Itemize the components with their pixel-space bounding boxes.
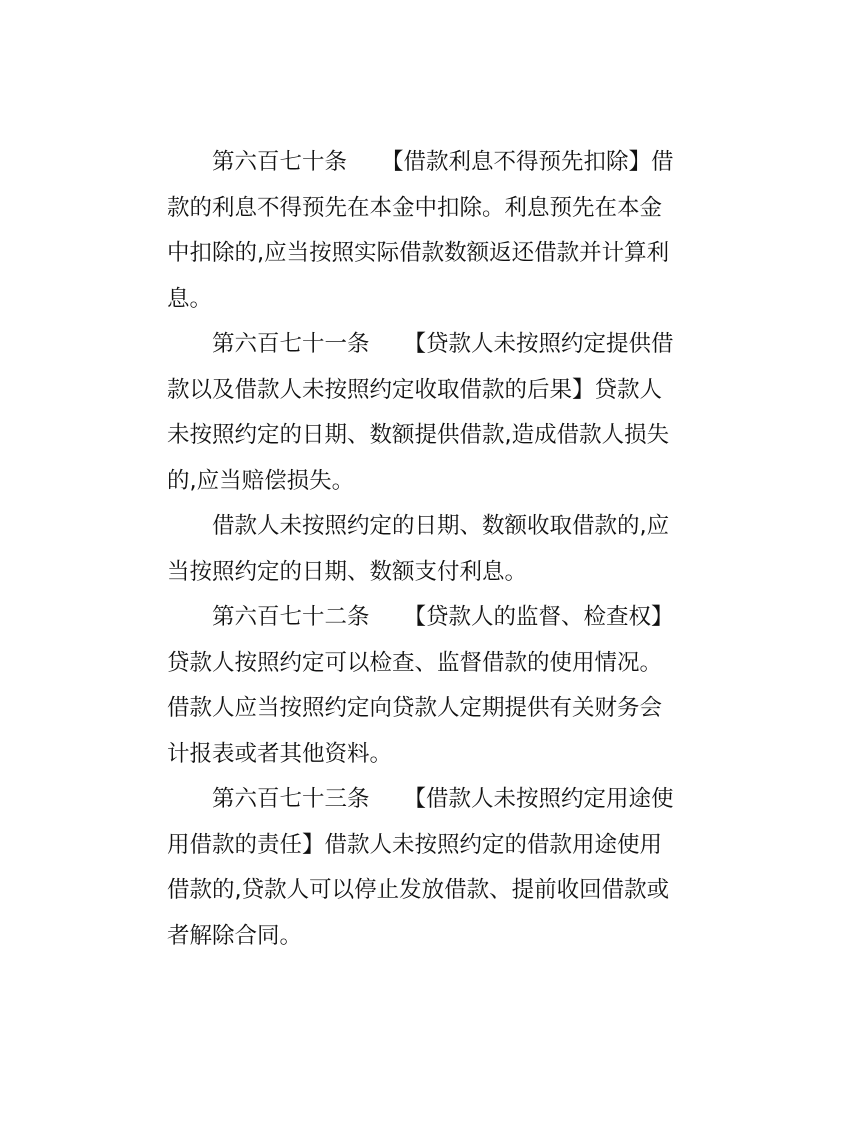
article-672-line-1 [167,595,687,641]
article-670-line-1 [167,140,687,186]
article-670-title: 【借款利息不得预先扣除】借 [381,149,674,175]
article-673-number: 第六百七十三条 [212,786,370,812]
article-673-line-4: 者解除合同。 [167,922,303,949]
article-671-second-paragraph [167,504,687,595]
article-670-number: 第六百七十条 [212,149,348,175]
article-672-line-4: 计报表或者其他资料。 [167,740,393,767]
article-673-line-1 [167,777,687,823]
article-673-title: 【借款人未按照约定用途使 [403,786,674,812]
article-672-paragraph [167,595,687,777]
article-673-line-3: 借款的,贷款人可以停止发放借款、提前收回借款或 [167,877,670,903]
article-673-paragraph [167,777,687,959]
article-671-paragraph [167,322,687,504]
article-671-number: 第六百七十一条 [212,331,370,357]
article-673-line-2: 用借款的责任】借款人未按照约定的借款用途使用 [167,831,663,858]
article-671-title: 【贷款人未按照约定提供借 [403,331,674,357]
article-671-line-4: 的,应当赔偿损失。 [167,467,355,494]
article-671-line-2: 款以及借款人未按照约定收取借款的后果】贷款人 [167,376,663,403]
article-671-line-3: 未按照约定的日期、数额提供借款,造成借款人损失 [167,422,670,448]
article-672-line-3: 借款人应当按照约定向贷款人定期提供有关财务会 [167,695,663,721]
article-670-paragraph [167,140,687,322]
article-670-line-2: 款的利息不得预先在本金中扣除。利息预先在本金 [167,194,663,221]
document-page [167,140,687,959]
article-672-number: 第六百七十二条 [212,604,370,630]
article-671-p2-line-2: 当按照约定的日期、数额支付利息。 [167,558,528,585]
article-670-line-4: 息。 [167,285,213,312]
article-672-line-2: 贷款人按照约定可以检查、监督借款的使用情况。 [167,649,663,676]
article-671-line-1 [167,322,687,368]
article-671-p2-line-1: 借款人未按照约定的日期、数额收取借款的,应 [212,513,670,539]
article-670-line-3: 中扣除的,应当按照实际借款数额返还借款并计算利 [167,240,670,266]
article-672-title: 【贷款人的监督、检查权】 [403,604,674,630]
